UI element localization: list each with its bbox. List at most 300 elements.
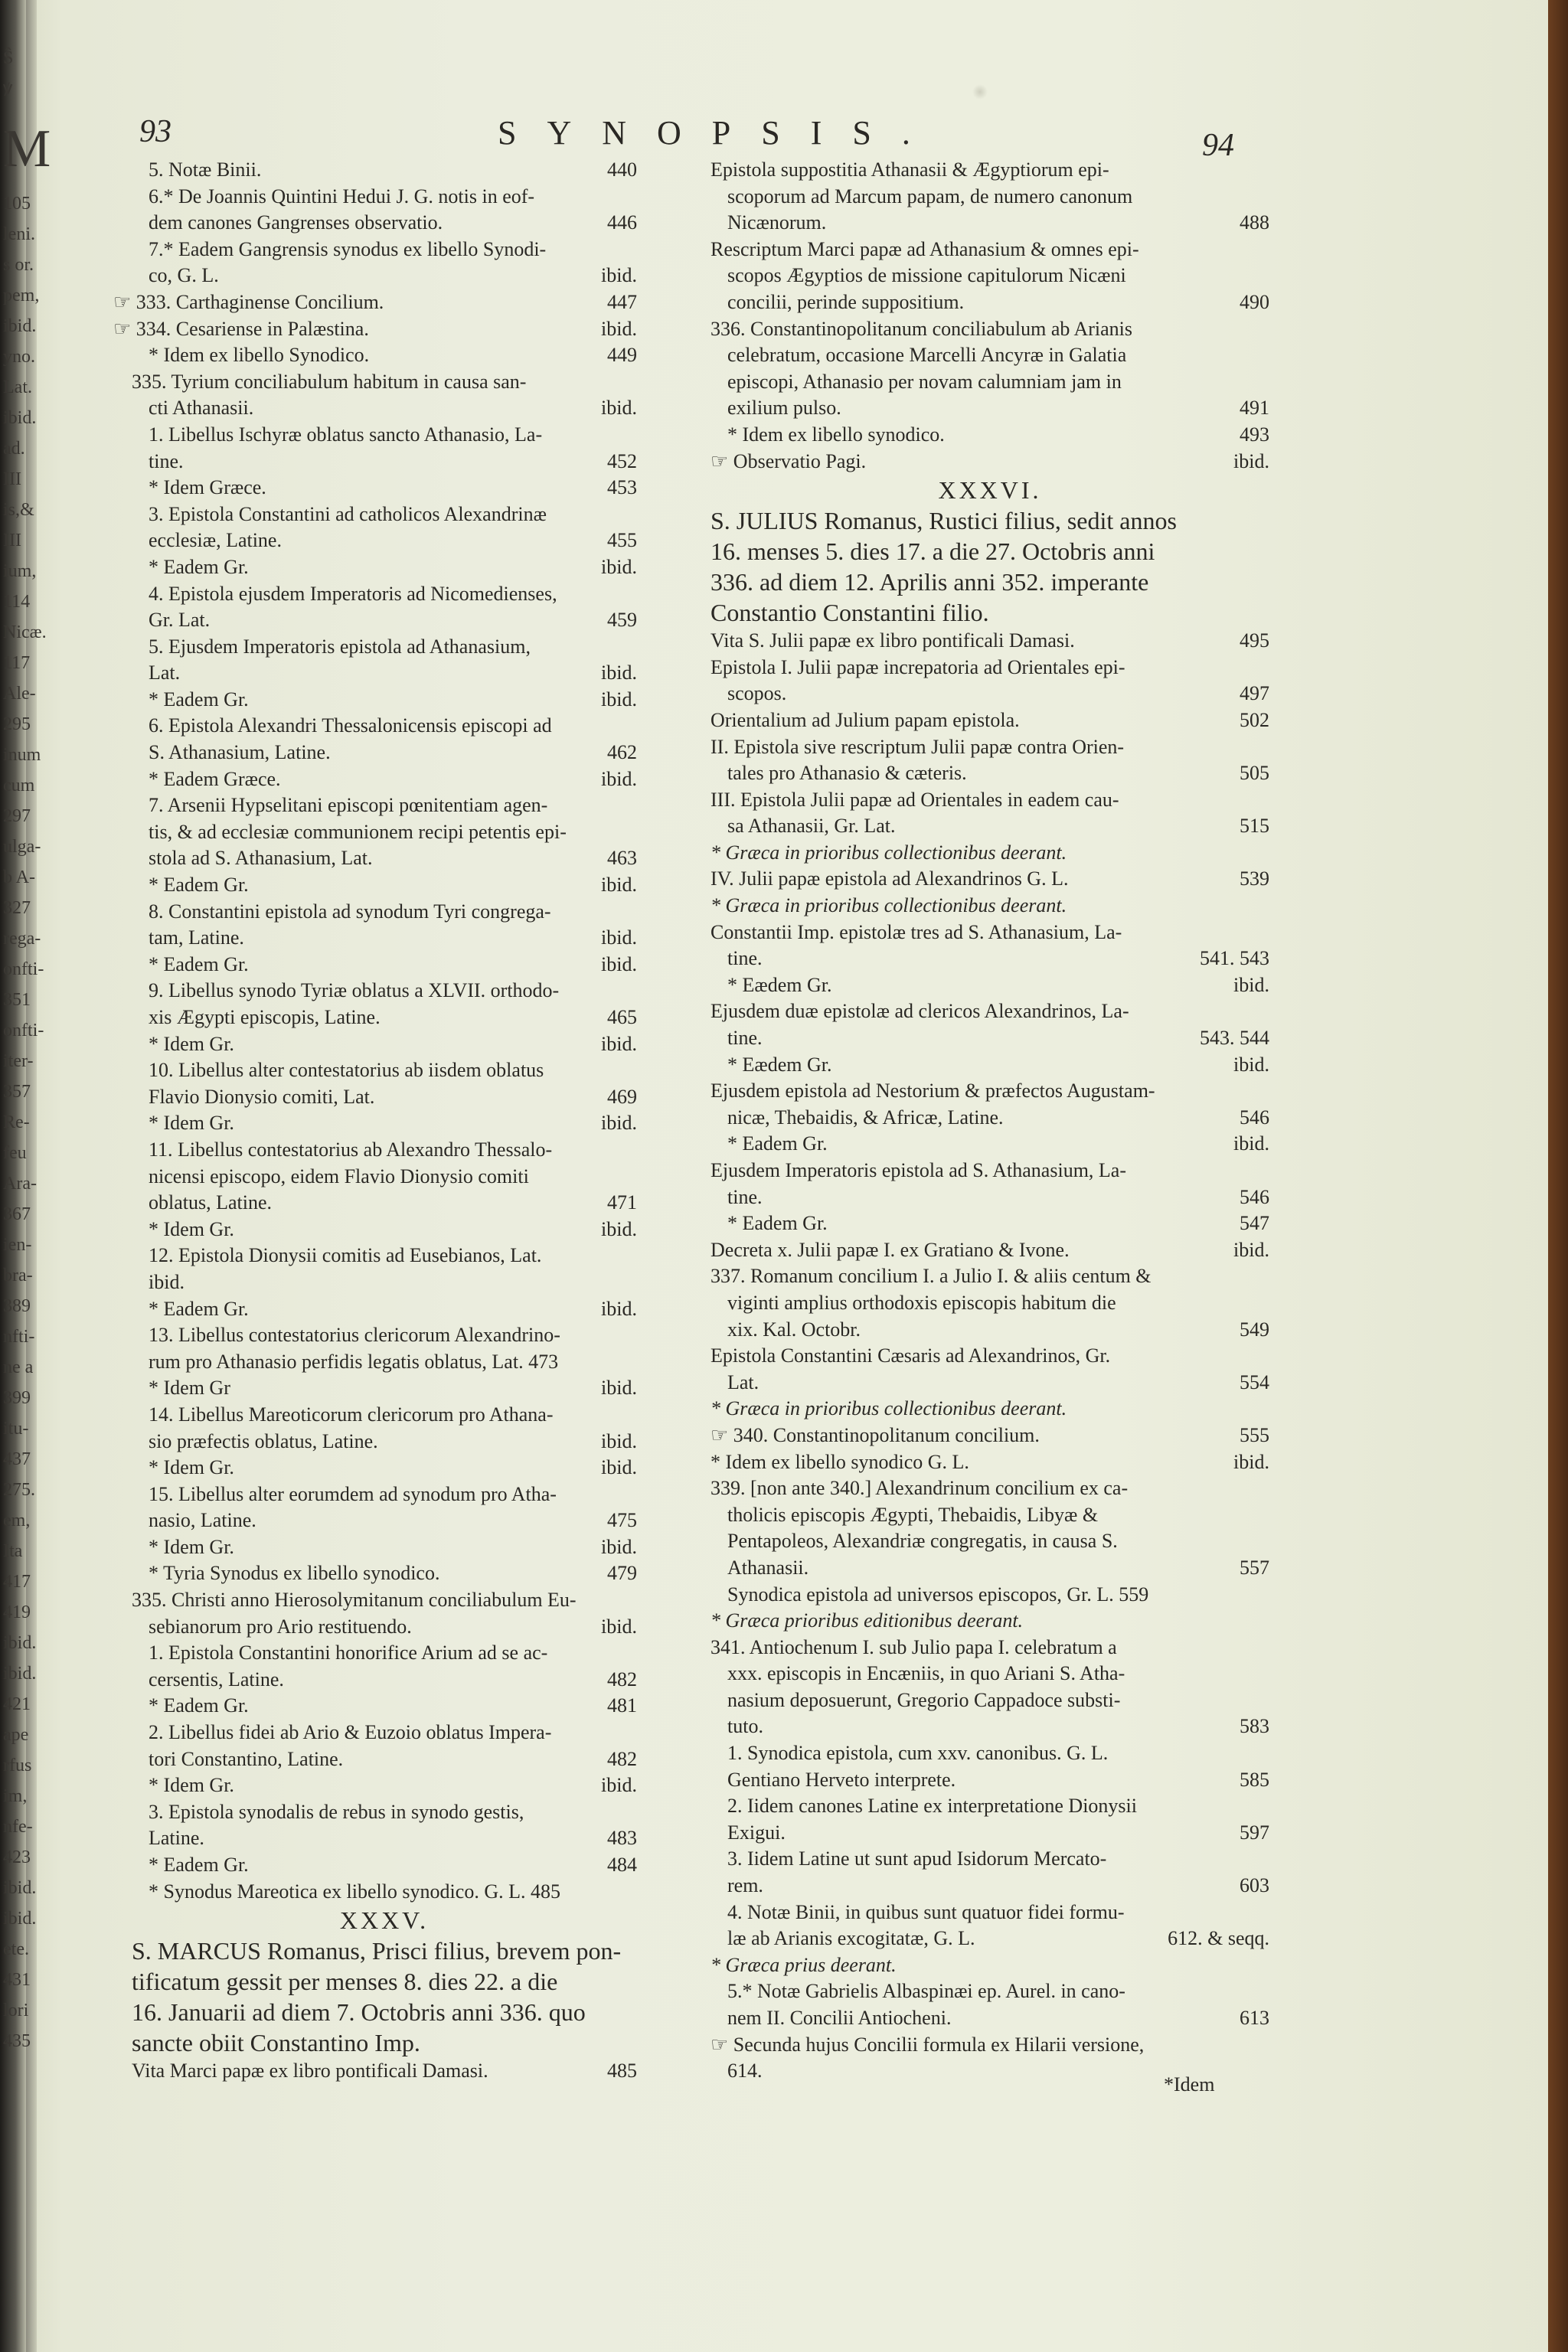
margin-fragment: im,	[3, 1786, 28, 1806]
synopsis-entry	[132, 792, 637, 819]
entry-page-ref: 469	[607, 1085, 637, 1108]
entry-text: 3. Epistola synodalis de rebus in synodo gestis,	[149, 1800, 524, 1823]
entry-page-ref: 471	[607, 1191, 637, 1214]
synopsis-entry	[710, 1978, 1269, 2005]
entry-text: ☞ Observatio Pagi.	[710, 449, 867, 472]
margin-fragment: ete.	[3, 1939, 29, 1959]
entry-page-ref: 543. 544	[1200, 1027, 1269, 1050]
entry-text: tine.	[149, 449, 184, 472]
synopsis-entry	[710, 1237, 1269, 1264]
entry-page-ref: 541. 543	[1200, 947, 1269, 970]
entry-page-ref: 515	[1240, 815, 1269, 838]
book-cover-edge	[1548, 0, 1568, 2352]
margin-fragment: 389	[3, 1296, 31, 1316]
entry-text: tori Constantino, Latine.	[149, 1747, 344, 1770]
entry-text: * Tyria Synodus ex libello synodico.	[149, 1562, 440, 1585]
entry-text: 5.* Notæ Gabrielis Albaspinæi ep. Aurel. in cano-	[727, 1980, 1125, 2003]
entry-text: 1. Libellus Ischyræ oblatus sancto Athanasio, La-	[149, 423, 543, 446]
entry-text: Ejusdem duæ epistolæ ad clericos Alexandrinos, La-	[710, 1000, 1129, 1023]
entry-page-ref: ibid.	[601, 874, 637, 897]
synopsis-entry	[132, 1004, 637, 1031]
entry-page-ref: ibid.	[601, 264, 637, 287]
entry-text: exilium pulso.	[727, 397, 841, 420]
margin-fragment: ne a	[3, 1357, 34, 1377]
synopsis-entry	[710, 628, 1269, 655]
entry-page-ref: ibid.	[601, 1774, 637, 1797]
margin-fragment: 437	[3, 1449, 31, 1469]
entry-text: xix. Kal. Octobr.	[727, 1318, 861, 1341]
synopsis-entry	[132, 1243, 637, 1269]
entry-page-ref: 449	[607, 344, 637, 367]
synopsis-entry	[710, 1793, 1269, 1820]
entry-page-ref: 484	[607, 1854, 637, 1876]
entry-text: sebianorum pro Ario restituendo.	[149, 1615, 412, 1638]
synopsis-entry	[710, 813, 1269, 840]
synopsis-entry	[710, 787, 1269, 814]
entry-page-ref: ibid.	[1233, 1238, 1269, 1261]
entry-text: Epistola suppostitia Athanasii & Ægyptiorum epi-	[710, 158, 1109, 181]
entry-page-ref: 452	[607, 449, 637, 472]
entry-text: tine.	[727, 1027, 763, 1050]
synopsis-entry	[710, 681, 1269, 707]
margin-fragment: 357	[3, 1082, 31, 1102]
entry-text: tales pro Athanasio & cæteris.	[727, 762, 967, 785]
margin-fragment: onfti-	[3, 959, 44, 979]
entry-text: * Eadem Græce.	[149, 767, 281, 790]
synopsis-entry	[132, 660, 637, 687]
margin-fragment: s or.	[3, 255, 34, 275]
entry-page-ref: 549	[1240, 1318, 1269, 1341]
entry-text: 1. Synodica epistola, cum xxv. canonibus. G. L.	[727, 1742, 1109, 1765]
entry-text: 11. Libellus contestatorius ab Alexandro Thessalo-	[149, 1138, 553, 1161]
synopsis-entry	[710, 972, 1269, 999]
synopsis-entry	[710, 1131, 1269, 1158]
entry-page-ref: ibid.	[601, 555, 637, 578]
margin-fragment: ium,	[3, 561, 37, 581]
synopsis-entry	[132, 1349, 637, 1376]
synopsis-entry	[132, 819, 637, 846]
synopsis-entry	[132, 1640, 637, 1667]
margin-fragment: ibid.	[3, 1664, 37, 1684]
synopsis-entry	[113, 316, 637, 343]
synopsis-entry	[710, 1317, 1269, 1344]
synopsis-entry	[710, 1846, 1269, 1873]
entry-text: * Eadem Gr.	[149, 1694, 249, 1717]
synopsis-entry	[710, 210, 1269, 237]
margin-fragment: cum	[3, 776, 35, 795]
entry-text: 9. Libellus synodo Tyriæ oblatus a XLVII. orthodo-	[149, 979, 560, 1002]
margin-fragment: em,	[3, 1511, 31, 1530]
entry-text: tuto.	[727, 1715, 763, 1738]
synopsis-entry	[710, 1423, 1269, 1449]
margin-fragment: leni.	[3, 224, 35, 244]
entry-text: * Græca prioribus editionibus deerant.	[710, 1609, 1024, 1632]
entry-page-ref: 465	[607, 1006, 637, 1028]
entry-page-ref: ibid.	[601, 317, 637, 340]
synopsis-entry	[132, 634, 637, 661]
entry-text: Decreta x. Julii papæ I. ex Gratiano & Ivone.	[710, 1238, 1070, 1261]
synopsis-entry	[132, 342, 637, 369]
synopsis-entry	[710, 342, 1269, 369]
entry-page-ref: ibid.	[1233, 973, 1269, 996]
entry-page-ref: 490	[1240, 290, 1269, 313]
entry-text: * Eadem Gr.	[149, 1297, 249, 1320]
synopsis-entry	[132, 925, 637, 952]
entry-text: scopos Ægyptios de missione capitulorum Nicæni	[727, 264, 1126, 287]
synopsis-entry	[132, 872, 637, 899]
synopsis-entry	[132, 978, 637, 1004]
synopsis-entry	[710, 1396, 1269, 1423]
margin-fragment: ien-	[3, 1235, 32, 1255]
synopsis-entry	[132, 1720, 637, 1746]
synopsis-entry	[710, 184, 1269, 211]
entry-text: 4. Notæ Binii, in quibus sunt quatuor fidei formu-	[727, 1900, 1125, 1923]
entry-text: Pentapoleos, Alexandriæ congregatis, in causa S.	[727, 1530, 1118, 1553]
entry-text: Gentiano Herveto interprete.	[727, 1768, 956, 1791]
margin-fragment: pem,	[3, 286, 40, 305]
entry-text: * Græca in prioribus collectionibus deerant.	[710, 894, 1067, 917]
synopsis-entry	[710, 505, 1269, 536]
entry-page-ref: 493	[1240, 423, 1269, 446]
entry-page-ref: 613	[1240, 2007, 1269, 2029]
entry-text: * Græca prius deerant.	[710, 1953, 897, 1976]
entry-text: viginti amplius orthodoxis episcopis habitum die	[727, 1291, 1116, 1314]
entry-text: tholicis episcopis Ægypti, Thebaidis, Libyæ &	[727, 1503, 1099, 1526]
right-column	[710, 157, 1269, 2085]
entry-page-ref: ibid.	[601, 1615, 637, 1638]
synopsis-entry	[710, 1184, 1269, 1211]
entry-text: Flavio Dionysio comiti, Lat.	[149, 1085, 375, 1108]
synopsis-entry	[132, 184, 637, 211]
synopsis-entry	[132, 2027, 637, 2058]
synopsis-entry	[132, 369, 637, 396]
entry-page-ref: 555	[1240, 1423, 1269, 1446]
synopsis-entry	[132, 1057, 637, 1084]
synopsis-entry	[132, 528, 637, 554]
synopsis-entry	[710, 263, 1269, 289]
synopsis-entry	[132, 1936, 637, 1966]
previous-page-margin-fragments	[3, 46, 51, 2060]
entry-text: ibid.	[149, 1270, 185, 1293]
synopsis-entry	[710, 1687, 1269, 1714]
synopsis-entry	[132, 1746, 637, 1773]
entry-page-ref: 505	[1240, 762, 1269, 785]
synopsis-entry	[132, 1031, 637, 1058]
entry-page-ref: 491	[1240, 397, 1269, 420]
entry-page-ref: ibid.	[601, 1297, 637, 1320]
entry-text: S. MARCUS Romanus, Prisci filius, brevem pon-	[132, 1937, 622, 1965]
entry-page-ref: 583	[1240, 1715, 1269, 1738]
synopsis-entry	[710, 2032, 1269, 2059]
entry-page-ref: 546	[1240, 1185, 1269, 1208]
synopsis-entry	[710, 369, 1269, 396]
entry-text: 6. Epistola Alexandri Thessalonicensis episcopi ad	[149, 714, 552, 737]
entry-text: 335. Christi anno Hierosolymitanum conciliabulum Eu-	[132, 1589, 577, 1612]
entry-page-ref: 482	[607, 1668, 637, 1690]
margin-fragment: 275.	[3, 1480, 35, 1500]
margin-fragment: iter-	[3, 1051, 34, 1071]
entry-text: nicæ, Thebaidis, & Africæ, Latine.	[727, 1106, 1004, 1129]
entry-text: cti Athanasii.	[149, 397, 254, 420]
synopsis-entry	[710, 655, 1269, 681]
entry-text: II. Epistola sive rescriptum Julii papæ contra Orien-	[710, 735, 1125, 758]
margin-fragment: III	[3, 469, 21, 489]
entry-text: oblatus, Latine.	[149, 1191, 273, 1214]
synopsis-entry	[710, 734, 1269, 761]
entry-page-ref: 585	[1240, 1768, 1269, 1791]
entry-page-ref: 603	[1240, 1874, 1269, 1897]
margin-fragment: Ale-	[3, 684, 36, 704]
synopsis-entry	[710, 1502, 1269, 1529]
entry-text: ☞ 334. Cesariense in Palæstina.	[113, 317, 369, 340]
entry-text: Athanasii.	[727, 1556, 809, 1579]
entry-page-ref: ibid.	[601, 1032, 637, 1055]
margin-fragment: ad.	[3, 439, 25, 459]
entry-page-ref: 459	[607, 609, 637, 632]
entry-page-ref: 447	[607, 290, 637, 313]
synopsis-entry	[710, 1582, 1269, 1609]
entry-text: * Idem Gr.	[149, 1032, 234, 1055]
entry-page-ref: 557	[1240, 1556, 1269, 1579]
entry-text: * Idem Græce.	[149, 476, 266, 499]
synopsis-entry	[132, 501, 637, 528]
synopsis-entry	[710, 1926, 1269, 1952]
entry-text: Latine.	[149, 1827, 204, 1850]
margin-fragment: b A-	[3, 867, 35, 887]
entry-text: 16. menses 5. dies 17. a die 27. Octobris anni	[710, 537, 1155, 566]
entry-text: tam, Latine.	[149, 926, 244, 949]
entry-page-ref: 440	[607, 158, 637, 181]
entry-text: IV. Julii papæ epistola ad Alexandrinos G. L.	[710, 867, 1069, 890]
entry-text: concilii, perinde suppositium.	[727, 290, 965, 313]
margin-fragment: Ŝ	[3, 48, 14, 68]
synopsis-entry	[710, 1767, 1269, 1794]
margin-fragment: 419	[3, 1602, 31, 1622]
entry-page-ref: ibid.	[601, 1456, 637, 1479]
entry-page-ref: 546	[1240, 1106, 1269, 1129]
entry-text: * Idem Gr	[149, 1377, 230, 1400]
entry-text: S. JULIUS Romanus, Rustici filius, sedit annos	[710, 507, 1177, 535]
margin-fragment: itu-	[3, 1419, 29, 1439]
entry-page-ref: ibid.	[601, 397, 637, 420]
entry-text: rum pro Athanasio perfidis legatis oblatus, Lat. 473	[149, 1350, 559, 1373]
entry-page-ref: ibid.	[601, 662, 637, 684]
entry-text: Vita Marci papæ ex libro pontificali Damasi.	[132, 2060, 488, 2082]
entry-text: Synodica epistola ad universos episcopos, Gr. L. 559	[727, 1583, 1149, 1606]
synopsis-entry	[710, 920, 1269, 946]
synopsis-entry	[132, 1879, 637, 1906]
margin-fragment: inum	[3, 745, 41, 765]
synopsis-entry	[132, 263, 637, 289]
entry-page-ref: ibid.	[601, 767, 637, 790]
entry-page-ref: ibid.	[1233, 1450, 1269, 1473]
entry-text: * Idem Gr.	[149, 1774, 234, 1797]
running-title: SYNOPSIS.	[498, 114, 941, 152]
synopsis-entry	[132, 1296, 637, 1323]
synopsis-entry	[710, 1528, 1269, 1555]
synopsis-entry	[710, 1713, 1269, 1740]
synopsis-entry	[132, 1190, 637, 1217]
margin-fragment: ibid.	[3, 1633, 37, 1653]
entry-text: xis Ægypti episcopis, Latine.	[149, 1006, 381, 1028]
margin-fragment: 417	[3, 1572, 31, 1592]
entry-text: * Idem Gr.	[149, 1217, 234, 1240]
entry-text: Epistola I. Julii papæ increpatoria ad Orientales epi-	[710, 655, 1125, 678]
synopsis-entry	[710, 1343, 1269, 1370]
synopsis-entry	[710, 1820, 1269, 1847]
margin-fragment: 114	[3, 592, 31, 612]
entry-text: S. Athanasium, Latine.	[149, 741, 331, 764]
entry-text: * Idem Gr.	[149, 1535, 234, 1558]
entry-text: * Idem Gr.	[149, 1456, 234, 1479]
entry-text: Lat.	[727, 1370, 760, 1393]
synopsis-entry	[132, 1852, 637, 1879]
synopsis-entry	[132, 1966, 637, 1997]
margin-fragment: yno.	[3, 347, 35, 367]
entry-text: * Græca in prioribus collectionibus deerant.	[710, 1397, 1067, 1420]
synopsis-entry	[132, 952, 637, 978]
entry-text: 6.* De Joannis Quintini Hedui J. G. notis in eof-	[149, 185, 535, 207]
synopsis-entry	[132, 2058, 637, 2085]
entry-text: 16. Januarii ad diem 7. Octobris anni 336. quo	[132, 1998, 586, 2027]
synopsis-entry	[132, 1110, 637, 1137]
entry-text: 14. Libellus Mareoticorum clericorum pro Athana-	[149, 1403, 554, 1426]
entry-page-ref: ibid.	[601, 688, 637, 710]
entry-page-ref: ibid.	[601, 1377, 637, 1400]
entry-text: nem II. Concilii Antiocheni.	[727, 2007, 952, 2029]
synopsis-entry	[132, 475, 637, 501]
entry-text: 336. ad diem 12. Aprilis anni 352. imperante	[710, 568, 1149, 596]
entry-text: sancte obiit Constantino Imp.	[132, 2029, 420, 2057]
synopsis-entry	[710, 1263, 1269, 1290]
synopsis-entry	[132, 1269, 637, 1296]
margin-fragment: feu	[3, 1143, 27, 1163]
catchword: *Idem	[1164, 2073, 1215, 2096]
entry-text: 2. Iidem canones Latine ex interpretatione Dionysii	[727, 1795, 1137, 1818]
entry-page-ref: 539	[1240, 867, 1269, 890]
entry-text: 4. Epistola ejusdem Imperatoris ad Nicomedienses,	[149, 582, 557, 605]
synopsis-entry	[132, 1693, 637, 1720]
margin-fragment: 367	[3, 1204, 31, 1224]
entry-text: 8. Constantini epistola ad synodum Tyri congrega-	[149, 900, 551, 923]
entry-page-ref: ibid.	[601, 1217, 637, 1240]
synopsis-entry	[132, 1614, 637, 1641]
synopsis-entry	[132, 1508, 637, 1534]
synopsis-entry	[710, 1052, 1269, 1079]
synopsis-entry	[710, 1210, 1269, 1237]
margin-fragment: is,&	[3, 500, 34, 520]
entry-text: ecclesiæ, Latine.	[149, 529, 282, 552]
margin-fragment: onfti-	[3, 1021, 44, 1040]
entry-text: * Eadem Gr.	[149, 874, 249, 897]
synopsis-entry	[132, 422, 637, 449]
entry-text: 341. Antiochenum I. sub Julio papa I. celebratum a	[710, 1635, 1117, 1658]
entry-text: 15. Libellus alter eorumdem ad synodum pro Atha-	[149, 1482, 557, 1505]
entry-text: 336. Constantinopolitanum conciliabulum ab Arianis	[710, 317, 1132, 340]
synopsis-entry	[710, 597, 1269, 628]
entry-text: Vita S. Julii papæ ex libro pontificali Damasi.	[710, 629, 1075, 652]
entry-text: ☞ Secunda hujus Concilii formula ex Hilarii versione,	[710, 2033, 1145, 2056]
synopsis-entry	[710, 567, 1269, 597]
margin-fragment: Ara-	[3, 1174, 37, 1194]
synopsis-entry	[710, 1158, 1269, 1184]
entry-text: sio præfectis oblatus, Latine.	[149, 1429, 378, 1452]
entry-text: tificatum gessit per menses 8. dies 22. a die	[132, 1968, 558, 1996]
entry-text: Lat.	[149, 662, 181, 684]
margin-fragment: ibid.	[3, 1878, 37, 1898]
entry-page-ref: 597	[1240, 1821, 1269, 1844]
synopsis-entry	[710, 1635, 1269, 1661]
synopsis-entry	[710, 157, 1269, 184]
synopsis-entry	[710, 707, 1269, 734]
entry-text: Epistola Constantini Cæsaris ad Alexandrinos, Gr.	[710, 1344, 1111, 1367]
margin-fragment: 351	[3, 990, 31, 1010]
entry-page-ref: 554	[1240, 1370, 1269, 1393]
entry-text: nicensi episcopo, eidem Flavio Dionysio comiti	[149, 1165, 529, 1187]
synopsis-entry	[710, 1555, 1269, 1582]
entry-page-ref: 453	[607, 476, 637, 499]
synopsis-entry	[132, 237, 637, 263]
synopsis-entry	[710, 840, 1269, 867]
entry-page-ref: ibid.	[1233, 1053, 1269, 1076]
entry-text: Exigui.	[727, 1821, 786, 1844]
entry-text: III. Epistola Julii papæ ad Orientales in eadem cau-	[710, 788, 1119, 811]
entry-text: * Eadem Gr.	[149, 555, 249, 578]
synopsis-entry	[710, 1475, 1269, 1502]
entry-text: 337. Romanum concilium I. a Julio I. & aliis centum &	[710, 1265, 1152, 1288]
synopsis-entry	[132, 1825, 637, 1852]
synopsis-entry	[710, 1608, 1269, 1635]
entry-text: tis, & ad ecclesiæ communionem recipi petentis epi-	[149, 820, 567, 843]
section-heading: XXXV.	[339, 1906, 430, 1935]
synopsis-entry	[132, 1084, 637, 1111]
page-smudge	[972, 84, 988, 100]
entry-text: * Eadem Gr.	[149, 1854, 249, 1876]
synopsis-entry	[710, 1900, 1269, 1926]
synopsis-entry	[132, 1322, 637, 1349]
entry-text: * Eadem Gr.	[149, 688, 249, 710]
synopsis-entry	[132, 1375, 637, 1402]
synopsis-entry	[132, 1997, 637, 2027]
entry-text: Nicænorum.	[727, 211, 827, 234]
synopsis-entry	[132, 899, 637, 926]
synopsis-entry	[710, 289, 1269, 316]
entry-text: dem canones Gangrenses observatio.	[149, 211, 443, 234]
synopsis-entry	[132, 157, 637, 184]
page-number-left: 93	[139, 114, 172, 149]
synopsis-entry	[710, 1661, 1269, 1687]
entry-text: 12. Epistola Dionysii comitis ad Eusebianos, Lat.	[149, 1244, 542, 1267]
entry-text: stola ad S. Athanasium, Lat.	[149, 847, 373, 870]
entry-page-ref: 488	[1240, 211, 1269, 234]
synopsis-entry	[132, 1455, 637, 1481]
synopsis-entry	[710, 536, 1269, 567]
synopsis-entry	[132, 845, 637, 872]
entry-text: tine.	[727, 1185, 763, 1208]
entry-text: * Idem Gr.	[149, 1112, 234, 1135]
entry-page-ref: 446	[607, 211, 637, 234]
margin-fragment: ulga-	[3, 837, 41, 857]
margin-fragment: 435	[3, 2031, 31, 2051]
margin-fragment: Lat.	[3, 377, 32, 397]
entry-text: xxx. episcopis in Encæniis, in quo Ariani S. Atha-	[727, 1662, 1125, 1685]
synopsis-entry	[132, 1217, 637, 1243]
margin-fragment: 117	[3, 653, 31, 673]
synopsis-entry	[710, 2005, 1269, 2032]
synopsis-entry	[132, 581, 637, 608]
entry-text: * Eædem Gr.	[727, 1053, 832, 1076]
entry-text: Rescriptum Marci papæ ad Athanasium & omnes epi-	[710, 237, 1139, 260]
